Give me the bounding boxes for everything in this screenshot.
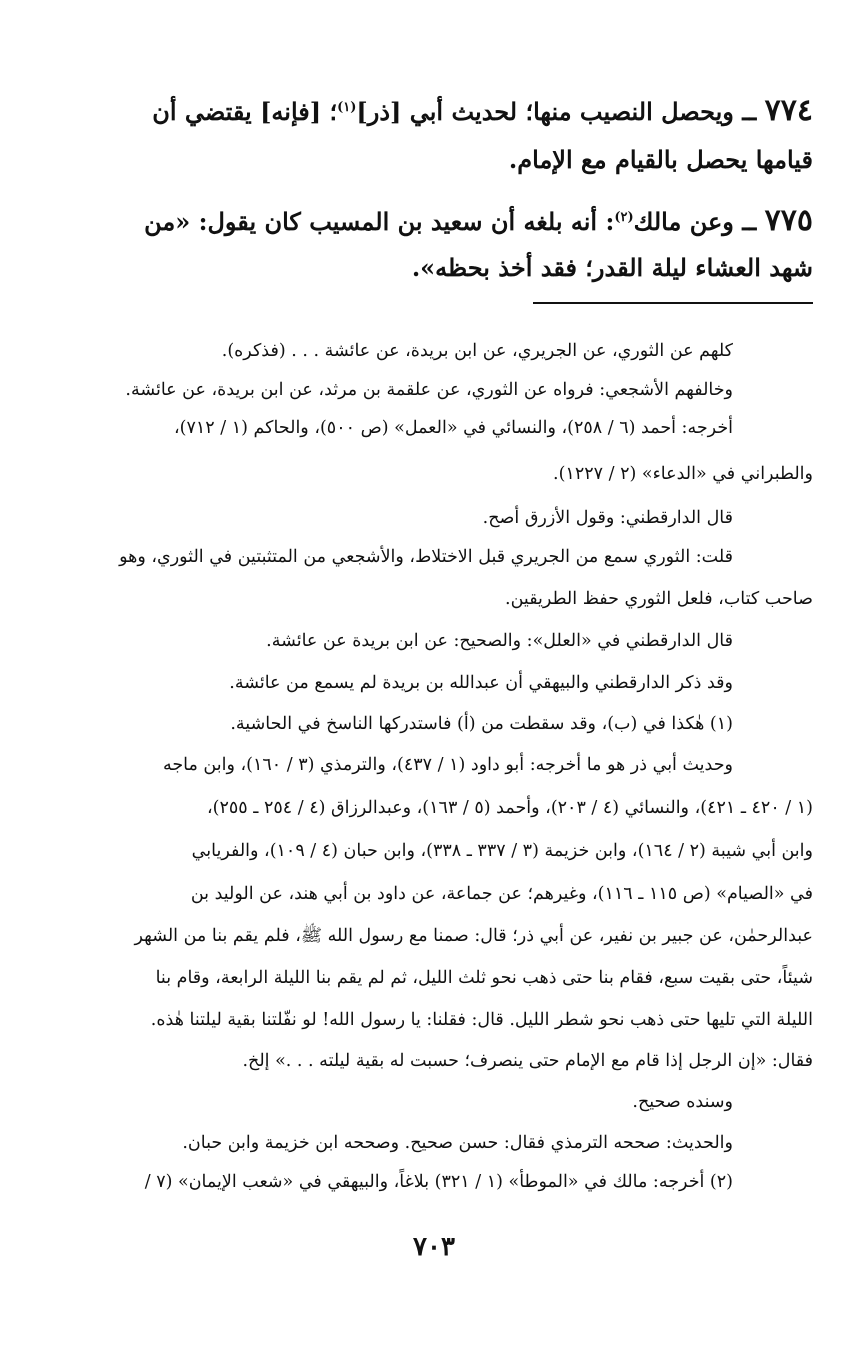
footnote-line: والطبراني في «الدعاء» (٢ / ١٢٢٧). <box>553 464 813 484</box>
footnote-line: (١ / ٤٢٠ ـ ٤٢١)، والنسائي (٤ / ٢٠٣)، وأحمد (٥ / ١٦٣)، وعبدالرزاق (٤ / ٢٥٤ ـ ٢٥٥)، <box>207 798 813 818</box>
footnote-line: وخالفهم الأشجعي: فرواه عن الثوري، عن علقمة بن مرثد، عن ابن بريدة، عن عائشة. <box>125 380 733 400</box>
footnote-line: الليلة التي تليها حتى ذهب نحو شطر الليل. قال: فقلنا: يا رسول الله! لو نفّلتنا بقية ليلتنا هٰذه. <box>150 1010 813 1030</box>
hadith-text: ــ ويحصل النصيب منها؛ لحديث أبي [ذر] <box>356 97 757 126</box>
footnote-line: كلهم عن الثوري، عن الجريري، عن ابن بريدة، عن عائشة . . . (فذكره). <box>221 341 733 361</box>
hadith-number: ٧٧٤ <box>764 93 813 128</box>
footnote-line: شيئاً، حتى بقيت سبع، فقام بنا حتى ذهب نحو ثلث الليل، ثم لم يقم بنا الليلة الرابعة، وقام بنا <box>155 968 813 988</box>
hadith-775-line-1 <box>53 203 813 238</box>
footnote-line: وقد ذكر الدارقطني والبيهقي أن عبدالله بن بريدة لم يسمع من عائشة. <box>229 673 733 693</box>
footnote-marker: (٢) <box>614 210 634 225</box>
footnote-line: فقال: «إن الرجل إذا قام مع الإمام حتى ينصرف؛ حسبت له بقية ليلته . . .» إلخ. <box>242 1051 813 1071</box>
footnote-line: قال الدارقطني في «العلل»: والصحيح: عن ابن بريدة عن عائشة. <box>266 631 733 651</box>
footnote-line: وسنده صحيح. <box>632 1092 733 1112</box>
footnote-line: وابن أبي شيبة (٢ / ١٦٤)، وابن خزيمة (٣ / ٣٣٧ ـ ٣٣٨)، وابن حبان (٤ / ١٠٩)، والفريابي <box>191 841 813 861</box>
page-number: ٧٠٣ <box>413 1232 455 1262</box>
hadith-text: ؛ [فإنه] يقتضي أن <box>152 97 338 126</box>
footnote-line: (٢) أخرجه: مالك في «الموطأ» (١ / ٣٢١) بلاغاً، والبيهقي في «شعب الإيمان» (٧ / <box>144 1172 733 1192</box>
footnote-line: والحديث: صححه الترمذي فقال: حسن صحيح. وصححه ابن خزيمة وابن حبان. <box>182 1133 733 1153</box>
hadith-774-line-2 <box>53 145 813 174</box>
footnote-marker: (١) <box>337 100 357 115</box>
footnote-line: قلت: الثوري سمع من الجريري قبل الاختلاط، والأشجعي من المتثبتين في الثوري، وهو <box>119 547 733 567</box>
footnote-line: أخرجه: أحمد (٦ / ٢٥٨)، والنسائي في «العمل» (ص ٥٠٠)، والحاكم (١ / ٧١٢)، <box>173 418 733 438</box>
footnote-line: صاحب كتاب، فلعل الثوري حفظ الطريقين. <box>505 589 813 609</box>
footnote-line: وحديث أبي ذر هو ما أخرجه: أبو داود (١ / ٤٣٧)، والترمذي (٣ / ١٦٠)، وابن ماجه <box>162 755 733 775</box>
hadith-text: : أنه بلغه أن سعيد بن المسيب كان يقول: «من <box>144 207 615 236</box>
footnote-line: (١) هٰكذا في (ب)، وقد سقطت من (أ) فاستدركها الناسخ في الحاشية. <box>230 714 733 734</box>
footnote-separator <box>533 302 813 304</box>
hadith-text: ــ وعن مالك <box>633 207 757 236</box>
hadith-774-line-1 <box>53 93 813 128</box>
hadith-775-line-2 <box>53 253 813 282</box>
hadith-text: شهد العشاء ليلة القدر؛ فقد أخذ بحظه». <box>411 253 813 282</box>
footnote-line: في «الصيام» (ص ١١٥ ـ ١١٦)، وغيرهم؛ عن جماعة، عن داود بن أبي هند، عن الوليد بن <box>190 884 813 904</box>
hadith-number: ٧٧٥ <box>764 203 813 238</box>
footnote-line: عبدالرحمٰن، عن جبير بن نفير، عن أبي ذر؛ قال: صمنا مع رسول الله ﷺ، فلم يقم بنا من الشهر <box>134 926 813 946</box>
hadith-text: قيامها يحصل بالقيام مع الإمام. <box>508 145 813 174</box>
footnote-line: قال الدارقطني: وقول الأزرق أصح. <box>482 508 733 528</box>
